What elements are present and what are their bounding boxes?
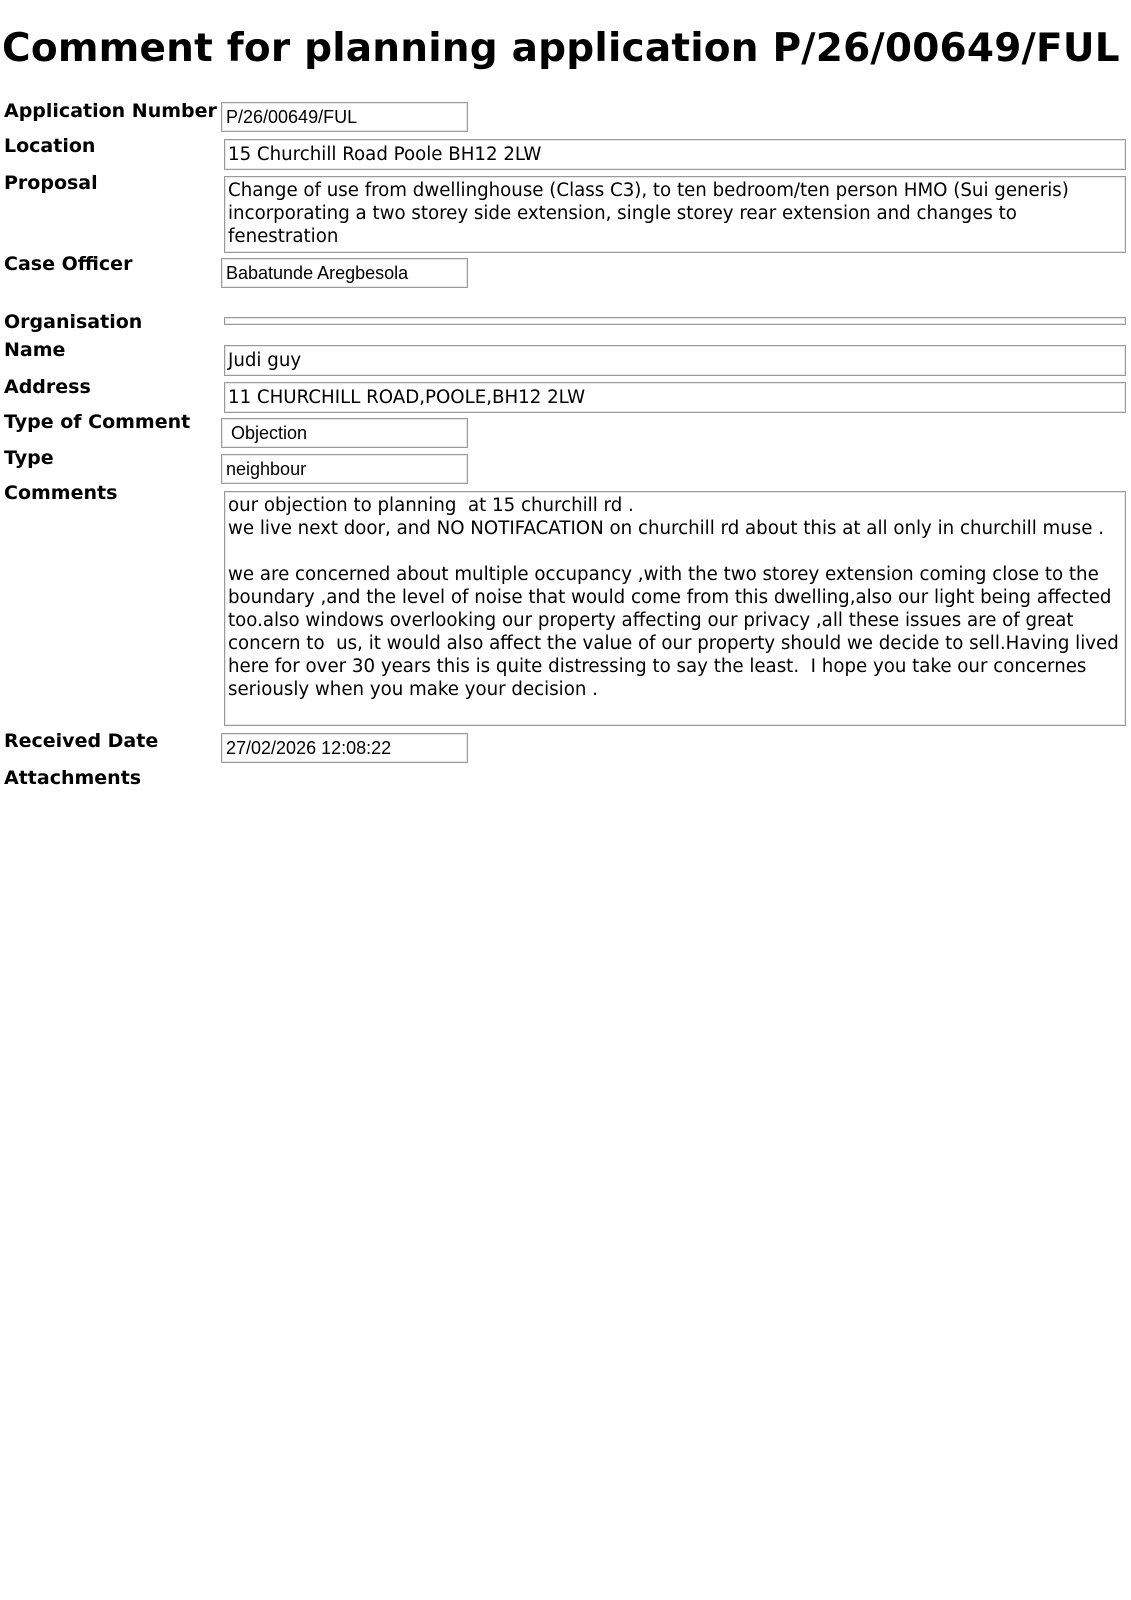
application-number-field: P/26/00649/FUL <box>221 102 468 132</box>
proposal-label: Proposal <box>4 172 98 194</box>
address-label: Address <box>4 376 91 398</box>
organisation-field <box>224 317 1126 325</box>
received-date-label: Received Date <box>4 730 159 752</box>
case-officer-field: Babatunde Aregbesola <box>221 258 468 288</box>
comments-label: Comments <box>4 482 118 504</box>
proposal-field: Change of use from dwellinghouse (Class C3), to ten bedroom/ten person HMO (Sui generis) incorporating a two storey side extension, single storey rear extension and changes to fenestration <box>224 176 1126 253</box>
page-title: Comment for planning application P/26/00649/FUL <box>2 26 1120 71</box>
attachments-label: Attachments <box>4 767 142 789</box>
type-label: Type <box>4 447 54 469</box>
organisation-label: Organisation <box>4 311 143 333</box>
location-field: 15 Churchill Road Poole BH12 2LW <box>224 139 1126 170</box>
case-officer-label: Case Officer <box>4 253 133 275</box>
location-label: Location <box>4 135 96 157</box>
type-of-comment-label: Type of Comment <box>4 411 191 433</box>
comments-field: our objection to planning at 15 churchill rd . we live next door, and NO NOTIFACATION on churchill rd about this at all only in churchill muse . we are concerned about multiple occupancy ,with the two storey extension coming close to the boundary ,and the level of noise that would come from this dwelling,also our light being affected too.also windows overlooking our property affecting our privacy ,all these issues are of great concern to us, it would also affect the value of our property should we decide to sell.Having lived here for over 30 years this is quite distressing to say the least. I hope you take our concernes seriously when you make your decision . <box>224 491 1126 726</box>
address-field: 11 CHURCHILL ROAD,POOLE,BH12 2LW <box>224 382 1126 413</box>
type-of-comment-field: Objection <box>221 418 468 448</box>
received-date-field: 27/02/2026 12:08:22 <box>221 733 468 763</box>
application-number-label: Application Number <box>4 100 217 122</box>
name-label: Name <box>4 339 66 361</box>
name-field: Judi guy <box>224 345 1126 376</box>
type-field: neighbour <box>221 454 468 484</box>
